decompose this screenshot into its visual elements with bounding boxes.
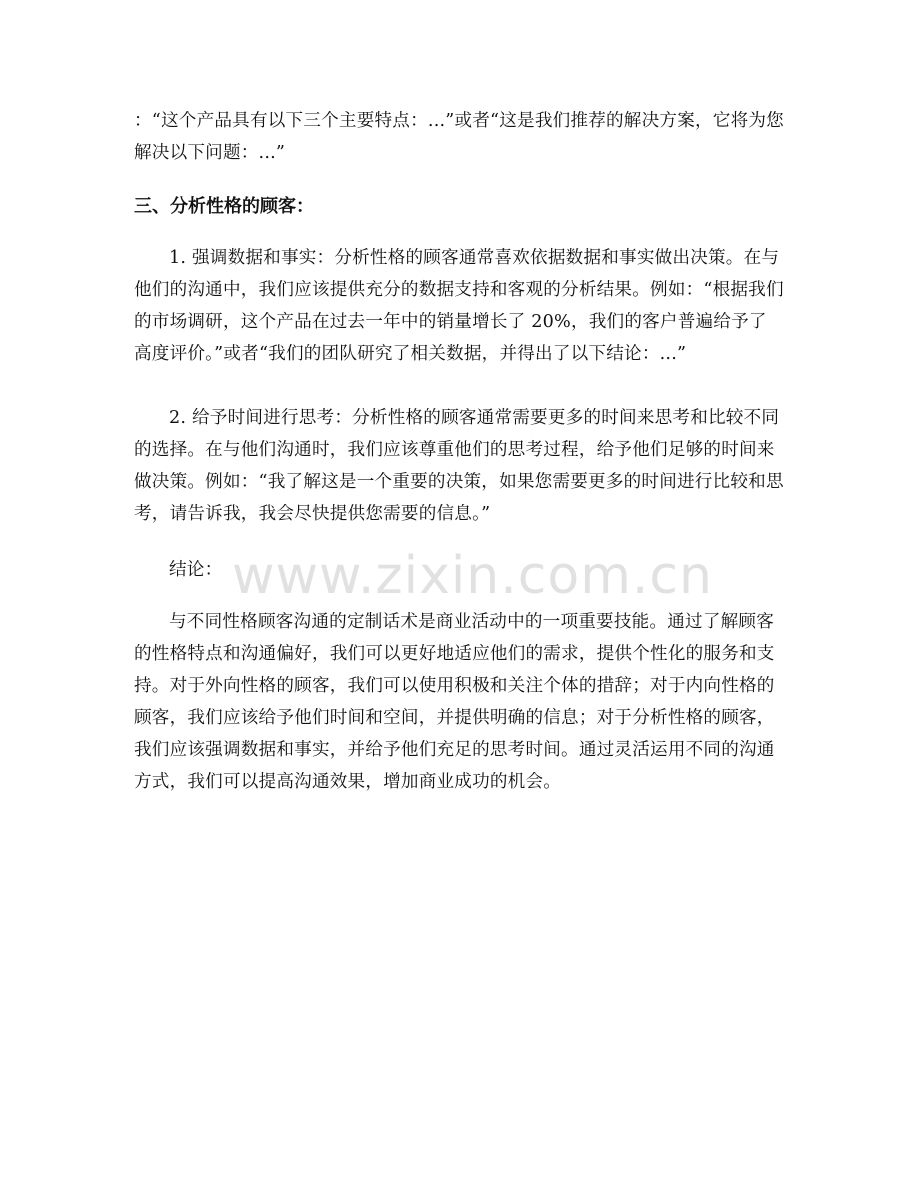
conclusion-paragraph: 与不同性格顾客沟通的定制话术是商业活动中的一项重要技能。通过了解顾客的性格特点和沟通偏好，我们可以更好地适应他们的需求，提供个性化的服务和支持。对于外向性格的顾客，我们可以使用积极和关注个体的措辞；对于内向性格的顾客，我们应该给予他们时间和空间，并提供明确的信息；对于分析性格的顾客，我们应该强调数据和事实，并给予他们充足的思考时间。通过灵活运用不同的沟通方式，我们可以提高沟通效果，增加商业成功的机会。 (134, 612, 775, 792)
intro-continuation-paragraph: ：“这个产品具有以下三个主要特点：...”或者“这是我们推荐的解决方案，它将为您解决以下问题：...” (134, 111, 784, 163)
watermark: www.zixin.com.cn (232, 546, 713, 606)
intro-continuation-block (134, 105, 784, 169)
conclusion-block (134, 606, 784, 798)
item-1-block (134, 242, 784, 370)
list-item: 1. 强调数据和事实：分析性格的顾客通常喜欢依据数据和事实做出决策。在与他们的沟通中，我们应该提供充分的数据支持和客观的分析结果。例如：“根据我们的市场调研，这个产品在过去一年中的销量增长了 20%，我们的客户普遍给予了高度评价。”或者“我们的团队研究了相关数据，并得出了以下结论：...” (134, 248, 784, 364)
conclusion-label: 结论： (169, 560, 223, 580)
section-heading: 三、分析性格的顾客： (134, 196, 314, 217)
item-2-block (134, 402, 784, 530)
conclusion-label-block (134, 554, 784, 586)
list-item: 2. 给予时间进行思考：分析性格的顾客通常需要更多的时间来思考和比较不同的选择。在与他们沟通时，我们应该尊重他们的思考过程，给予他们足够的时间来做决策。例如：“我了解这是一个重要的决策，如果您需要更多的时间进行比较和思考，请告诉我，我会尽快提供您需要的信息。” (134, 408, 784, 524)
